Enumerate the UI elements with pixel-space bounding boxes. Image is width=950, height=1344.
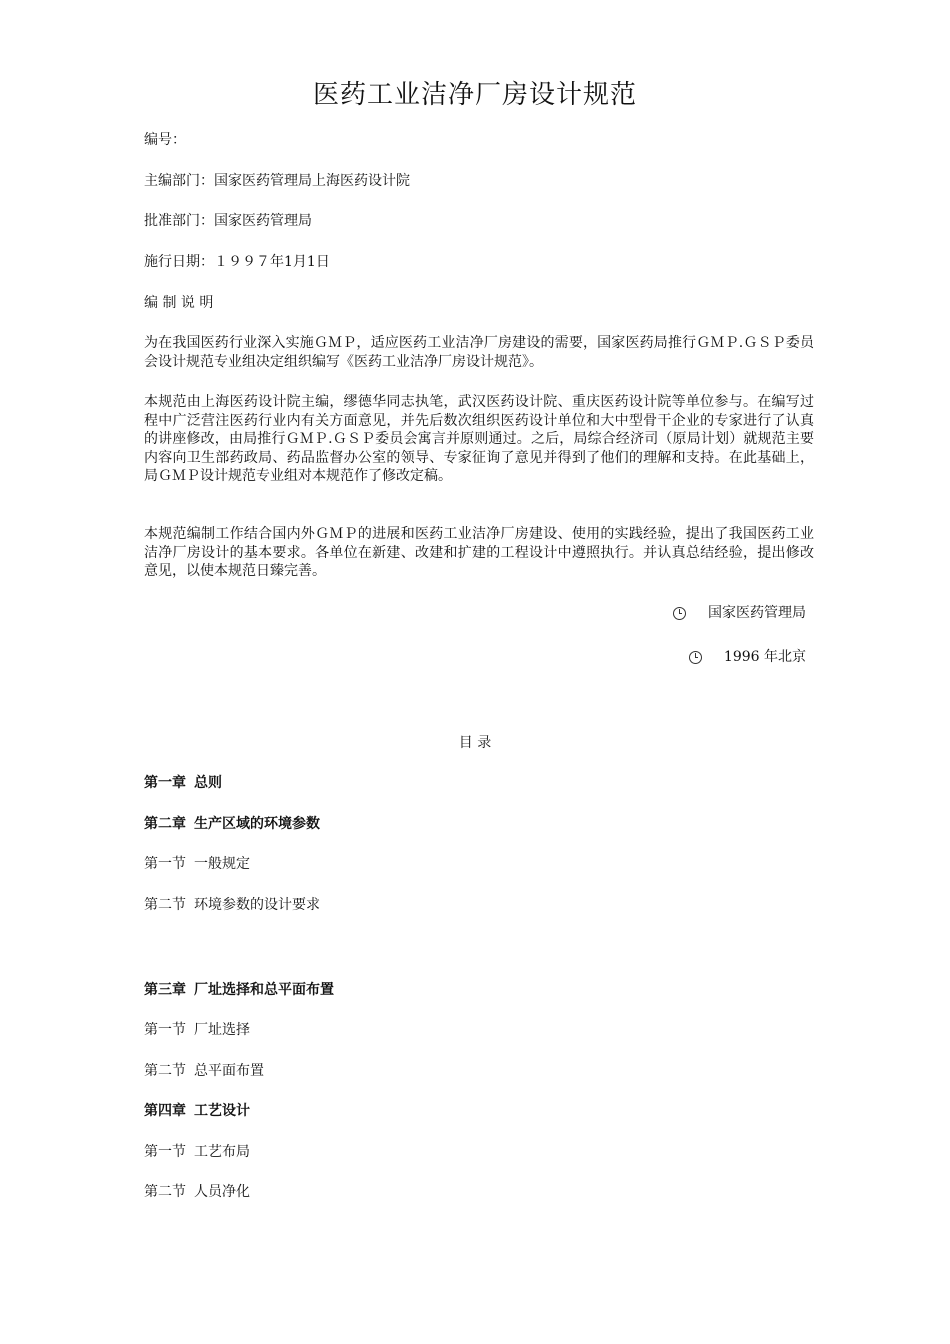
document-number: 编号： xyxy=(144,132,186,148)
toc-entry-section-4-1[interactable] xyxy=(144,1142,250,1162)
toc-entry-section-4-2[interactable] xyxy=(144,1182,250,1202)
toc-entry-chapter-4[interactable] xyxy=(144,1101,250,1121)
toc-entry-number: 第一节 xyxy=(144,1022,186,1038)
toc-entry-number: 第二节 xyxy=(144,1184,186,1200)
toc-title: 目 录 xyxy=(458,735,492,751)
toc-entry-number: 第二节 xyxy=(144,1063,186,1079)
clock-icon xyxy=(689,651,702,664)
toc-entry-number: 第二章 xyxy=(144,816,186,832)
approval-department: 批准部门：国家医药管理局 xyxy=(144,213,312,229)
toc-entry-chapter-1[interactable] xyxy=(144,773,222,793)
toc-entry-number: 第一章 xyxy=(144,775,186,791)
notes-paragraph-2: 本规范由上海医药设计院主编，缪德华同志执笔，武汉医药设计院、重庆医药设计院等单位参与。在编写过程中广泛营注医药行业内有关方面意见，并先后数次组织医药设计单位和大中型骨干企业的专家进行了认真的讲座修改，由局推行ＧＭＰ.ＧＳＰ委员会寓言并原则通过。之后，局综合经济司（原局计划）就规范主要内容向卫生部药政局、药品监督办公室的领导、专家征询了意见并得到了他们的理解和支持。在此基础上，局ＧＭＰ设计规范专业组对本规范作了修改定稿。 xyxy=(144,394,814,485)
toc-entry-section-3-1[interactable] xyxy=(144,1020,250,1040)
toc-entry-section-3-2[interactable] xyxy=(144,1061,264,1081)
notes-paragraph-3: 本规范编制工作结合国内外ＧＭＰ的进展和医药工业洁净厂房建设、使用的实践经验，提出了我国医药工业洁净厂房设计的基本要求。各单位在新建、改建和扩建的工程设计中遵照执行。并认真总结经验，提出修改意见，以使本规范日臻完善。 xyxy=(144,526,814,580)
effective-date: 施行日期：１９９７年1月1日 xyxy=(144,254,330,270)
toc-entry-name: 生产区域的环境参数 xyxy=(194,816,320,832)
toc-entry-number: 第二节 xyxy=(144,897,186,913)
notes-heading: 编 制 说 明 xyxy=(144,295,214,311)
notes-paragraph-1: 为在我国医药行业深入实施ＧＭＰ，适应医药工业洁净厂房建设的需要，国家医药局推行ＧＭＰ.ＧＳＰ委员会设计规范专业组决定组织编写《医药工业洁净厂房设计规范》。 xyxy=(144,335,814,370)
toc-entry-number: 第三章 xyxy=(144,982,186,998)
signature-organization-text: 国家医药管理局 xyxy=(708,605,806,621)
toc-entry-name: 厂址选择和总平面布置 xyxy=(194,982,334,998)
toc-entry-name: 工艺设计 xyxy=(194,1103,250,1119)
toc-entry-name: 总平面布置 xyxy=(194,1063,264,1079)
toc-entry-number: 第四章 xyxy=(144,1103,186,1119)
signature-date xyxy=(689,647,806,667)
document-title: 医药工业洁净厂房设计规范 xyxy=(312,80,637,110)
toc-entry-name: 厂址选择 xyxy=(194,1022,250,1038)
toc-entry-name: 总则 xyxy=(194,775,222,791)
toc-entry-number: 第一节 xyxy=(144,856,186,872)
toc-entry-chapter-3[interactable] xyxy=(144,980,334,1000)
toc-entry-section-2-2[interactable] xyxy=(144,895,320,915)
signature-date-text: 1996 年北京 xyxy=(723,649,806,665)
toc-entry-section-2-1[interactable] xyxy=(144,854,250,874)
toc-entry-number: 第一节 xyxy=(144,1144,186,1160)
signature-organization xyxy=(673,603,806,623)
toc-entry-chapter-2[interactable] xyxy=(144,814,320,834)
toc-entry-name: 工艺布局 xyxy=(194,1144,250,1160)
toc-entry-name: 一般规定 xyxy=(194,856,250,872)
toc-entry-name: 环境参数的设计要求 xyxy=(194,897,320,913)
toc-entry-name: 人员净化 xyxy=(194,1184,250,1200)
clock-icon xyxy=(673,607,686,620)
editor-department: 主编部门：国家医药管理局上海医药设计院 xyxy=(144,173,410,189)
